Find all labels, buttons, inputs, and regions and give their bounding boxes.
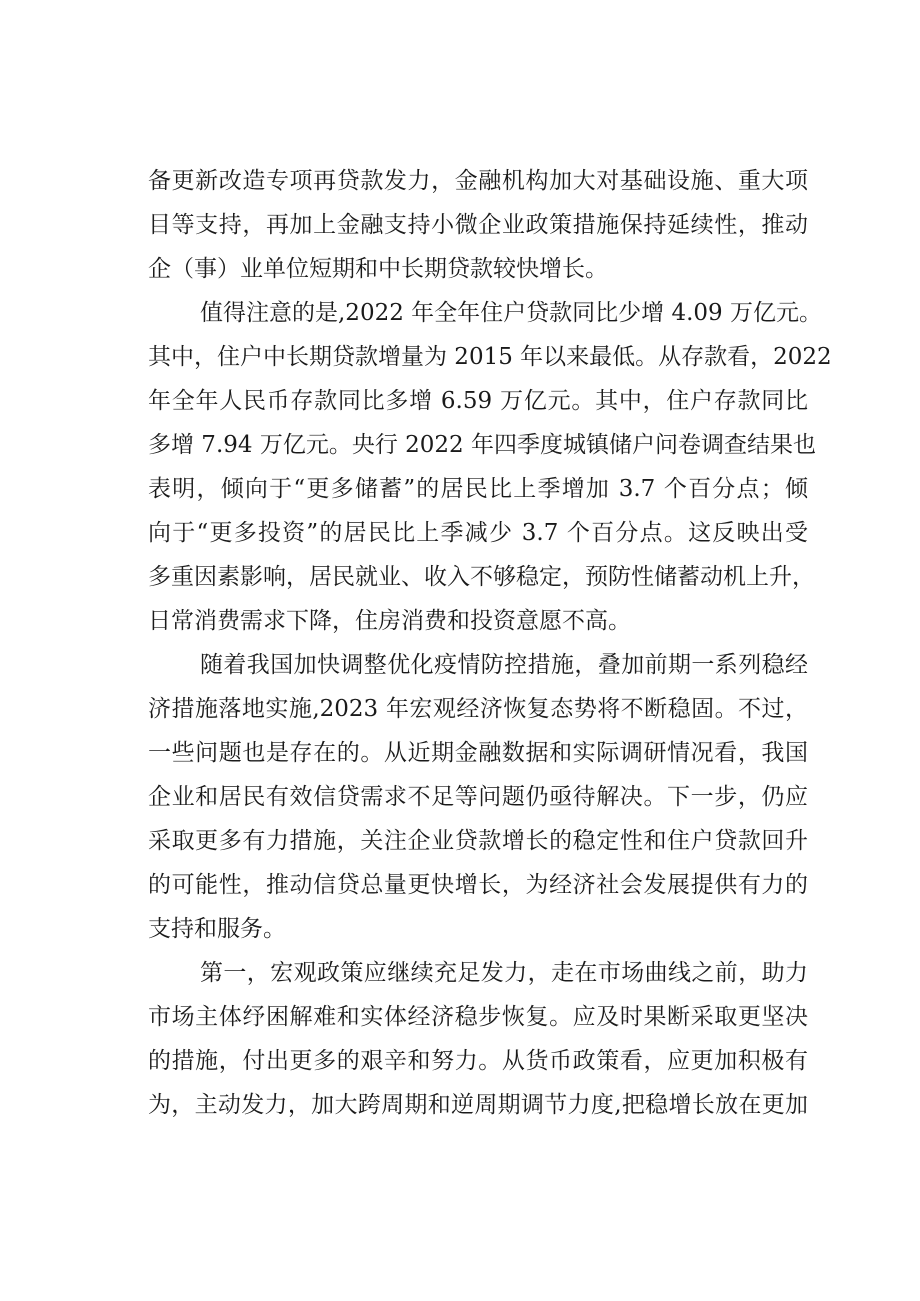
paragraph-first-line: 值得注意的是,2022 年全年住户贷款同比少增 4.09 万亿元。 <box>200 300 822 326</box>
text-line: 的措施，付出更多的艰辛和努力。从货币政策看，应更加积极有 <box>148 1048 808 1074</box>
text-line: 目等支持，再加上金融支持小微企业政策措施保持延续性，推动 <box>148 212 808 238</box>
text-line: 一些问题也是存在的。从近期金融数据和实际调研情况看，我国 <box>148 740 808 766</box>
text-line: 市场主体纾困解难和实体经济稳步恢复。应及时果断采取更坚决 <box>148 1004 808 1030</box>
text-line: 企业和居民有效信贷需求不足等问题仍亟待解决。下一步，仍应 <box>148 784 808 810</box>
text-line: 日常消费需求下降，住房消费和投资意愿不高。 <box>148 608 631 634</box>
text-line: 采取更多有力措施，关注企业贷款增长的稳定性和住户贷款回升 <box>148 828 808 854</box>
text-line: 多增 7.94 万亿元。央行 2022 年四季度城镇储户问卷调查结果也 <box>148 432 816 458</box>
text-line: 年全年人民币存款同比多增 6.59 万亿元。其中，住户存款同比 <box>148 388 808 414</box>
text-line: 备更新改造专项再贷款发力，金融机构加大对基础设施、重大项 <box>148 168 808 194</box>
text-line: 其中，住户中长期贷款增量为 2015 年以来最低。从存款看，2022 <box>148 344 832 370</box>
text-line: 表明，倾向于“更多储蓄”的居民比上季增加 3.7 个百分点；倾 <box>148 476 808 502</box>
paragraph-first-line: 第一，宏观政策应继续充足发力，走在市场曲线之前，助力 <box>200 960 808 986</box>
text-line: 的可能性，推动信贷总量更快增长，为经济社会发展提供有力的 <box>148 872 808 898</box>
paragraph-first-line: 随着我国加快调整优化疫情防控措施，叠加前期一系列稳经 <box>200 652 808 678</box>
text-line: 多重因素影响，居民就业、收入不够稳定，预防性储蓄动机上升， <box>148 564 815 590</box>
text-line: 为，主动发力，加大跨周期和逆周期调节力度,把稳增长放在更加 <box>148 1092 808 1118</box>
text-line: 企（事）业单位短期和中长期贷款较快增长。 <box>148 256 608 282</box>
text-line: 济措施落地实施,2023 年宏观经济恢复态势将不断稳固。不过， <box>148 696 808 722</box>
text-line: 支持和服务。 <box>148 916 286 942</box>
text-line: 向于“更多投资”的居民比上季减少 3.7 个百分点。这反映出受 <box>148 520 808 546</box>
